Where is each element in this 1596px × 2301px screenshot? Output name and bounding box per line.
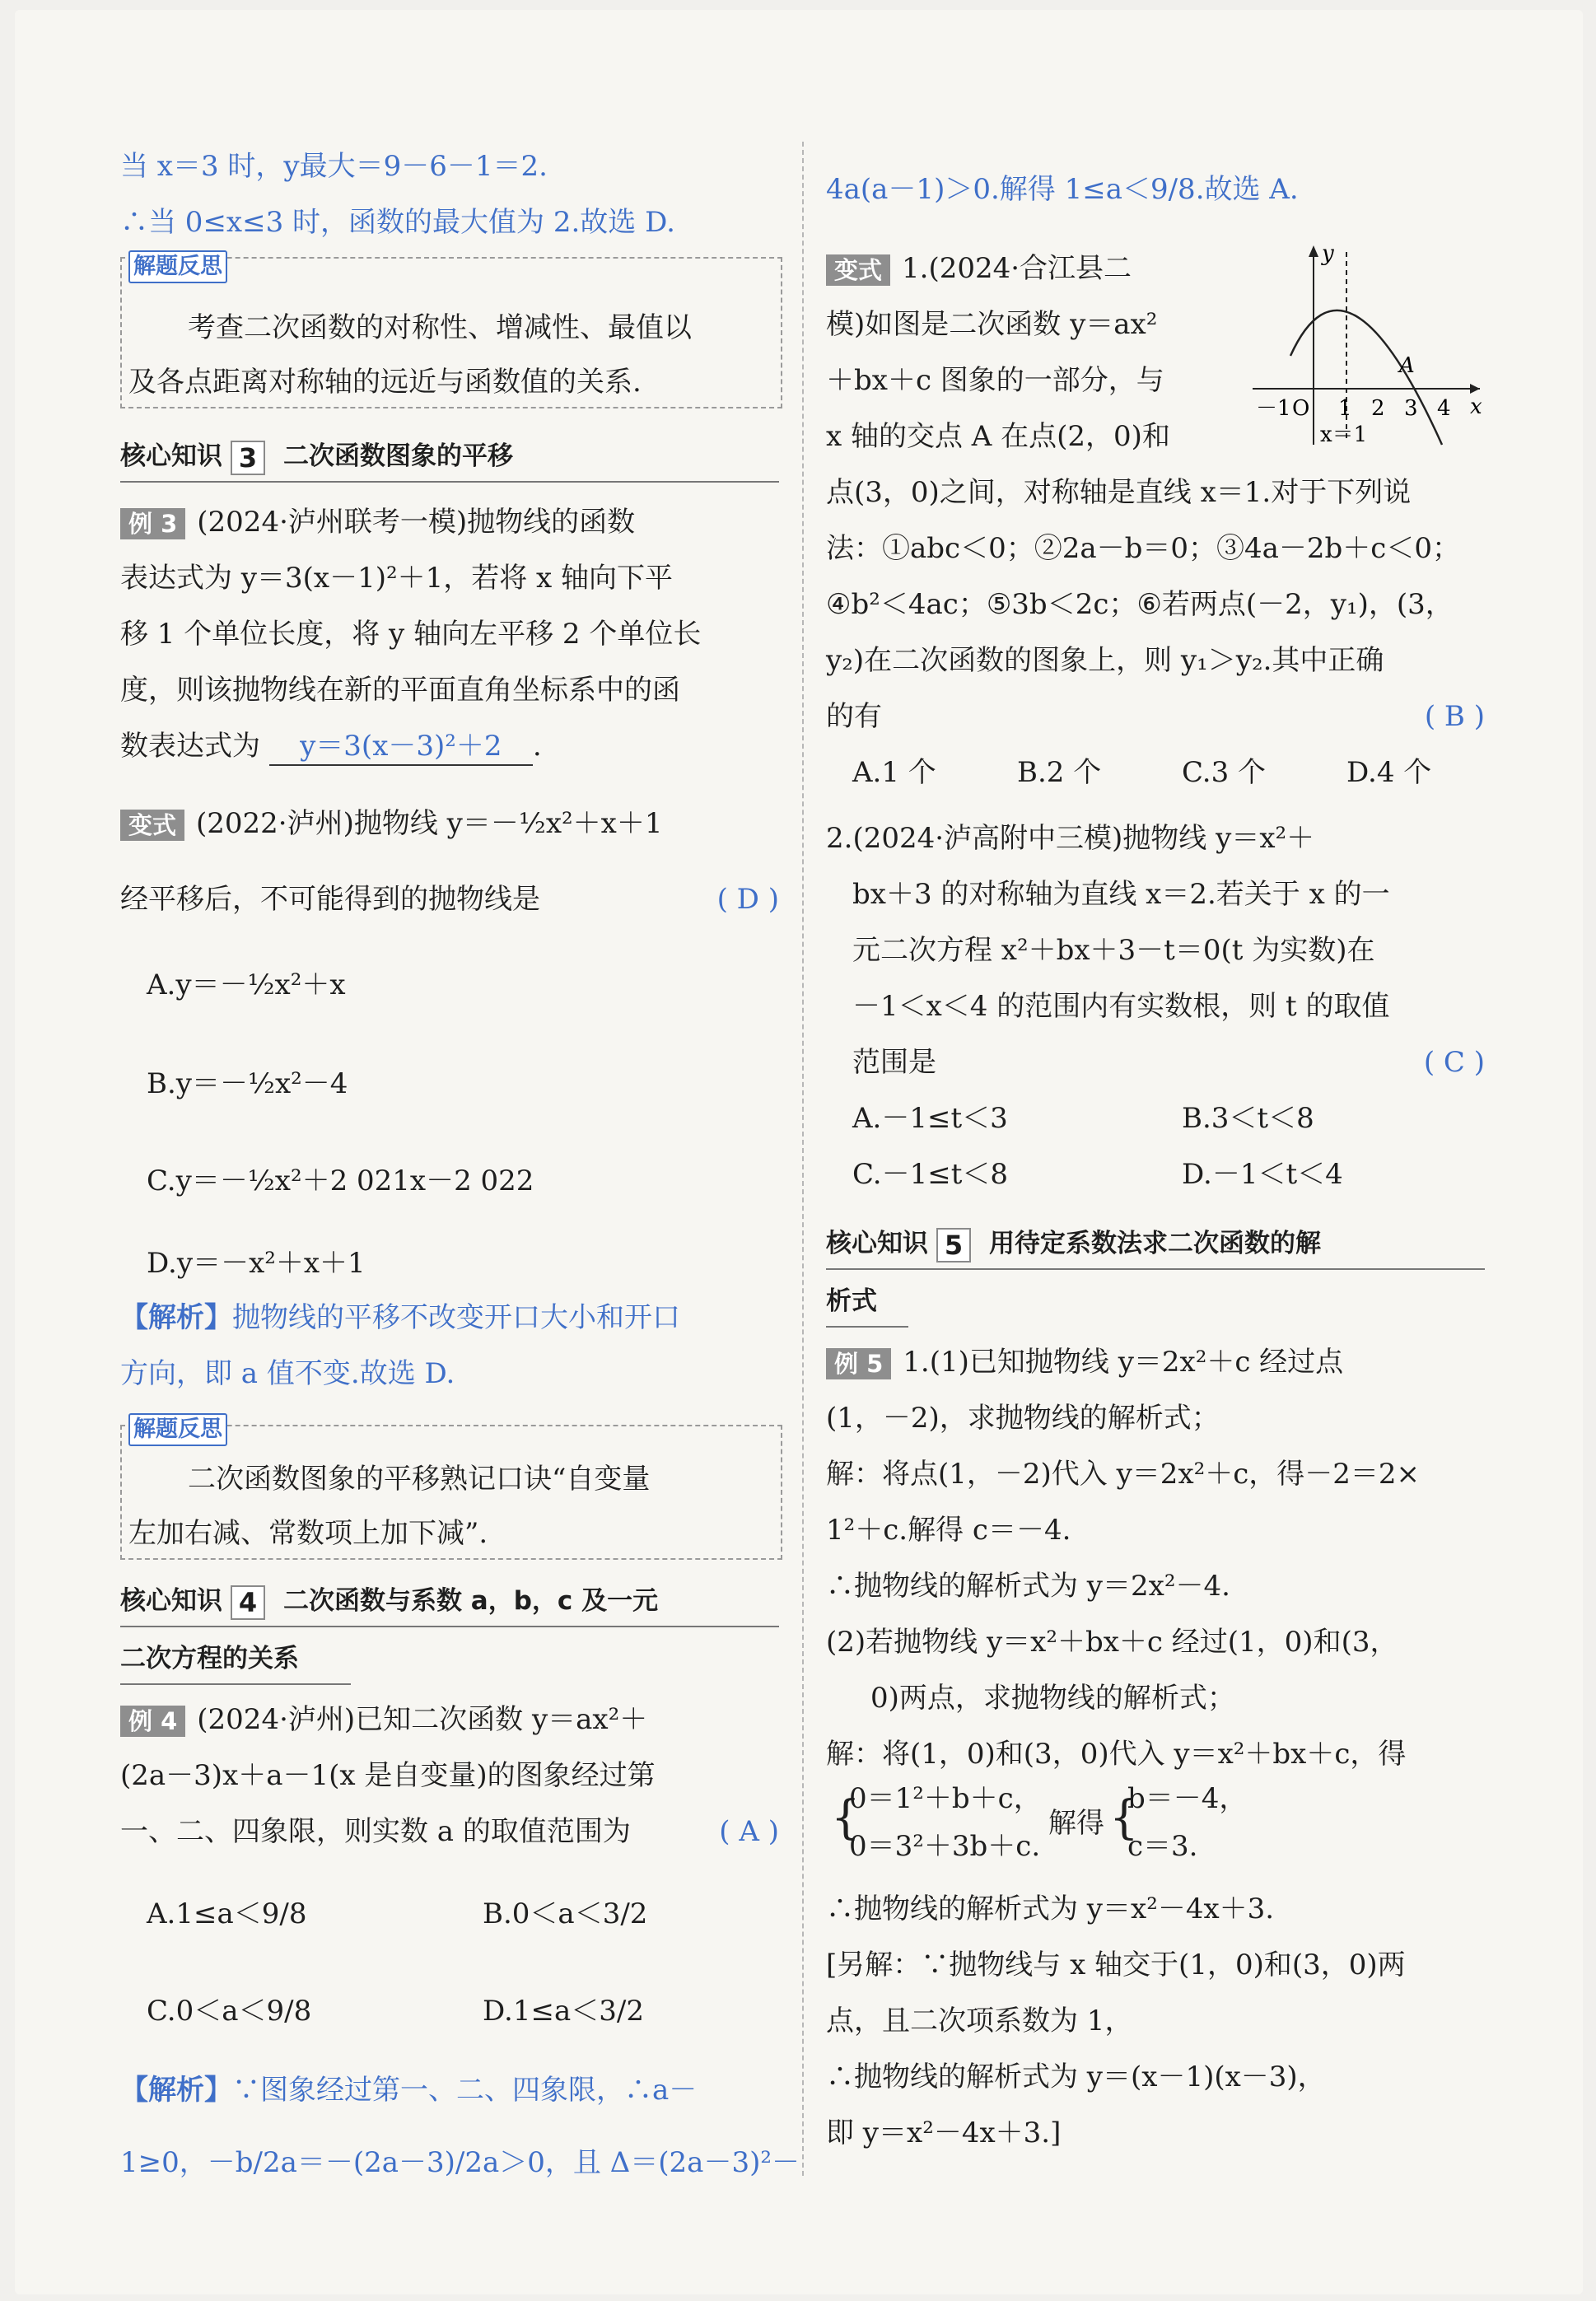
example-4-line: 例 4 (2024·泸州)已知二次函数 y＝ax²＋ bbox=[120, 1701, 647, 1738]
solution-line: 4a(a－1)＞0.解得 1≤a＜9/8.故选 A. bbox=[826, 173, 1299, 206]
option-b: B.2 个 bbox=[1017, 756, 1102, 789]
system-solution: c＝3. bbox=[1127, 1830, 1198, 1863]
example-5-line: ∴抛物线的解析式为 y＝(x－1)(x－3)， bbox=[826, 2061, 1326, 2093]
reflection-text: 及各点距离对称轴的远近与函数值的关系. bbox=[128, 366, 642, 399]
system-solution: b＝－4， bbox=[1127, 1782, 1248, 1815]
option-a: A.y＝－½x²＋x bbox=[147, 968, 346, 1001]
page bbox=[15, 10, 1583, 2294]
option-b: B.3＜t＜8 bbox=[1182, 1102, 1314, 1135]
example-4-line: 一、二、四象限，则实数 a 的取值范围为 ( A ) bbox=[120, 1815, 779, 1848]
example-5-line: (1，－2)，求抛物线的解析式； bbox=[826, 1402, 1220, 1435]
variant-2-line: 范围是 ( C ) bbox=[852, 1046, 1485, 1079]
tick-1: 1 bbox=[1338, 396, 1352, 421]
answer-bracket: ( B ) bbox=[1424, 700, 1485, 733]
tick-3: 3 bbox=[1404, 396, 1418, 421]
variant-1-line: 变式 1.(2024·合江县二 bbox=[826, 250, 1132, 287]
analysis-line: 【解析】∵图象经过第一、二、四象限，∴a－ bbox=[120, 2074, 698, 2107]
section-heading-4-cont: 二次方程的关系 bbox=[120, 1644, 299, 1673]
example-3-line: 数表达式为 y＝3(x－3)²＋2 . bbox=[120, 728, 542, 766]
variant-1-line: 模)如图是二次函数 y＝ax² bbox=[826, 308, 1158, 341]
example-5-line: 解：将点(1，－2)代入 y＝2x²＋c，得－2＝2× bbox=[826, 1458, 1421, 1491]
tick-2: 2 bbox=[1371, 396, 1385, 421]
example-5-line: ∴抛物线的解析式为 y＝x²－4x＋3. bbox=[826, 1893, 1275, 1925]
example-5-line: 1²＋c.解得 c＝－4. bbox=[826, 1514, 1071, 1547]
section-heading-5: 核心知识 5 用待定系数法求二次函数的解 bbox=[826, 1229, 1321, 1261]
option-a: A.－1≤t＜3 bbox=[852, 1102, 1008, 1135]
example-3-line: 表达式为 y＝3(x－1)²＋1，若将 x 轴向下平 bbox=[120, 562, 674, 595]
answer-bracket: ( C ) bbox=[1423, 1046, 1485, 1079]
reflection-box bbox=[120, 254, 782, 408]
reflection-text: 左加右减、常数项上加下减”. bbox=[128, 1517, 488, 1550]
system-equation: 0＝1²＋b＋c， bbox=[849, 1782, 1042, 1815]
example-5-line: [另解：∵抛物线与 x 轴交于(1，0)和(3，0)两 bbox=[826, 1949, 1406, 1981]
parabola-graph bbox=[1253, 240, 1485, 446]
solution-line: ∴当 0≤x≤3 时，函数的最大值为 2.故选 D. bbox=[120, 206, 675, 239]
reflection-box bbox=[120, 1417, 782, 1560]
option-c: C.0＜a＜9/8 bbox=[147, 1995, 312, 2028]
example-5-line: (2)若抛物线 y＝x²＋bx＋c 经过(1，0)和(3， bbox=[826, 1626, 1398, 1659]
example-3-line: 移 1 个单位长度，将 y 轴向左平移 2 个单位长 bbox=[120, 618, 702, 651]
variant-1-line: 法：①abc＜0；②2a－b＝0；③4a－2b＋c＜0； bbox=[826, 532, 1460, 565]
section-divider bbox=[826, 1326, 908, 1328]
option-a: A.1 个 bbox=[852, 756, 936, 789]
reflection-text: 考查二次函数的对称性、增减性、最值以 bbox=[188, 311, 692, 344]
option-c: C.－1≤t＜8 bbox=[852, 1158, 1009, 1191]
tick-neg1: －1 bbox=[1256, 396, 1291, 421]
variant-1-line: 的有 ( B ) bbox=[826, 700, 1485, 733]
section-divider bbox=[826, 1268, 1485, 1270]
section-divider bbox=[120, 481, 779, 483]
solve-label: 解得 bbox=[1048, 1807, 1104, 1840]
example-5-line: 解：将(1，0)和(3，0)代入 y＝x²＋bx＋c，得 bbox=[826, 1738, 1407, 1771]
option-b: B.0＜a＜3/2 bbox=[483, 1897, 648, 1930]
reflection-tag: 解题反思 bbox=[128, 1413, 227, 1446]
option-c: C.y＝－½x²＋2 021x－2 022 bbox=[147, 1165, 534, 1197]
variant-1-line: x 轴的交点 A 在点(2，0)和 bbox=[826, 420, 1170, 453]
point-a-label: A bbox=[1399, 353, 1415, 378]
example-tag: 例 3 bbox=[120, 508, 185, 539]
tick-4: 4 bbox=[1437, 396, 1451, 421]
y-label: y bbox=[1322, 241, 1334, 266]
example-4-line: (2a－3)x＋a－1(x 是自变量)的图象经过第 bbox=[120, 1759, 656, 1792]
system-equation: 0＝3²＋3b＋c. bbox=[849, 1830, 1041, 1863]
variant-2-line: 元二次方程 x²＋bx＋3－t＝0(t 为实数)在 bbox=[852, 934, 1375, 967]
option-a: A.1≤a＜9/8 bbox=[147, 1897, 307, 1930]
example-5-line: 例 5 1.(1)已知抛物线 y＝2x²＋c 经过点 bbox=[826, 1344, 1343, 1380]
section-divider bbox=[120, 1626, 779, 1627]
y-axis-arrow bbox=[1309, 245, 1318, 257]
origin-label: O bbox=[1292, 396, 1310, 421]
answer-bracket: ( A ) bbox=[719, 1815, 779, 1848]
section-heading-5-cont: 析式 bbox=[826, 1286, 877, 1316]
option-d: D.y＝－x²＋x＋1 bbox=[147, 1247, 366, 1280]
option-d: D.4 个 bbox=[1346, 756, 1432, 789]
example-5-line: 0)两点，求抛物线的解析式； bbox=[870, 1682, 1235, 1715]
symmetry-axis-label: x＝1 bbox=[1320, 422, 1368, 446]
x-axis-arrow bbox=[1470, 384, 1480, 394]
option-d: D.1≤a＜3/2 bbox=[483, 1995, 644, 2028]
option-b: B.y＝－½x²－4 bbox=[147, 1067, 348, 1100]
section-heading-4: 核心知识 4 二次函数与系数 a，b，c 及一元 bbox=[120, 1586, 659, 1618]
variant-1-line: ＋bx＋c 图象的一部分，与 bbox=[826, 364, 1164, 397]
reflection-text: 二次函数图象的平移熟记口诀“自变量 bbox=[188, 1463, 651, 1496]
variant-line: 经平移后，不可能得到的抛物线是 ( D ) bbox=[120, 883, 779, 916]
reflection-tag: 解题反思 bbox=[128, 250, 227, 283]
column-divider bbox=[802, 142, 804, 2176]
option-d: D.－1＜t＜4 bbox=[1182, 1158, 1343, 1191]
option-c: C.3 个 bbox=[1182, 756, 1267, 789]
section-heading-3: 核心知识 3 二次函数图象的平移 bbox=[120, 441, 513, 474]
example-tag: 例 5 bbox=[826, 1348, 891, 1379]
analysis-line: 1≥0，－b/2a＝－(2a－3)/2a＞0，且 Δ＝(2a－3)²－ bbox=[120, 2146, 800, 2179]
example-3-line: 例 3 (2024·泸州联考一模)抛物线的函数 bbox=[120, 504, 635, 540]
solution-line: 当 x＝3 时，y最大＝9－6－1＝2. bbox=[120, 150, 548, 183]
left-brace: { bbox=[831, 1791, 861, 1845]
variant-1-line: ④b²＜4ac；⑤3b＜2c；⑥若两点(－2，y₁)，(3， bbox=[826, 588, 1454, 621]
answer-blank: y＝3(x－3)²＋2 bbox=[269, 728, 533, 766]
variant-1-line: 点(3，0)之间，对称轴是直线 x＝1.对于下列说 bbox=[826, 476, 1412, 509]
example-3-line: 度，则该抛物线在新的平面直角坐标系中的函 bbox=[120, 674, 680, 707]
variant-2-line: －1＜x＜4 的范围内有实数根，则 t 的取值 bbox=[852, 990, 1390, 1023]
answer-bracket: ( D ) bbox=[716, 883, 779, 916]
variant-2-line: 2.(2024·泸高附中三模)抛物线 y＝x²＋ bbox=[826, 822, 1315, 855]
example-tag: 例 4 bbox=[120, 1706, 185, 1737]
section-divider bbox=[120, 1683, 351, 1685]
analysis-line: 【解析】抛物线的平移不改变开口大小和开口 bbox=[120, 1301, 680, 1334]
variant-tag: 变式 bbox=[826, 254, 890, 286]
variant-1-line: y₂)在二次函数的图象上，则 y₁＞y₂.其中正确 bbox=[826, 644, 1384, 677]
example-5-line: ∴抛物线的解析式为 y＝2x²－4. bbox=[826, 1570, 1230, 1603]
x-label: x bbox=[1470, 394, 1482, 419]
left-brace: { bbox=[1109, 1791, 1139, 1845]
analysis-line: 方向，即 a 值不变.故选 D. bbox=[120, 1357, 455, 1390]
example-5-line: 点，且二次项系数为 1， bbox=[826, 2005, 1133, 2037]
example-5-line: 即 y＝x²－4x＋3.] bbox=[826, 2117, 1062, 2149]
variant-line: 变式 (2022·泸州)抛物线 y＝－½x²＋x＋1 bbox=[120, 805, 662, 842]
variant-2-line: bx＋3 的对称轴为直线 x＝2.若关于 x 的一 bbox=[852, 878, 1390, 911]
variant-tag: 变式 bbox=[120, 810, 184, 841]
